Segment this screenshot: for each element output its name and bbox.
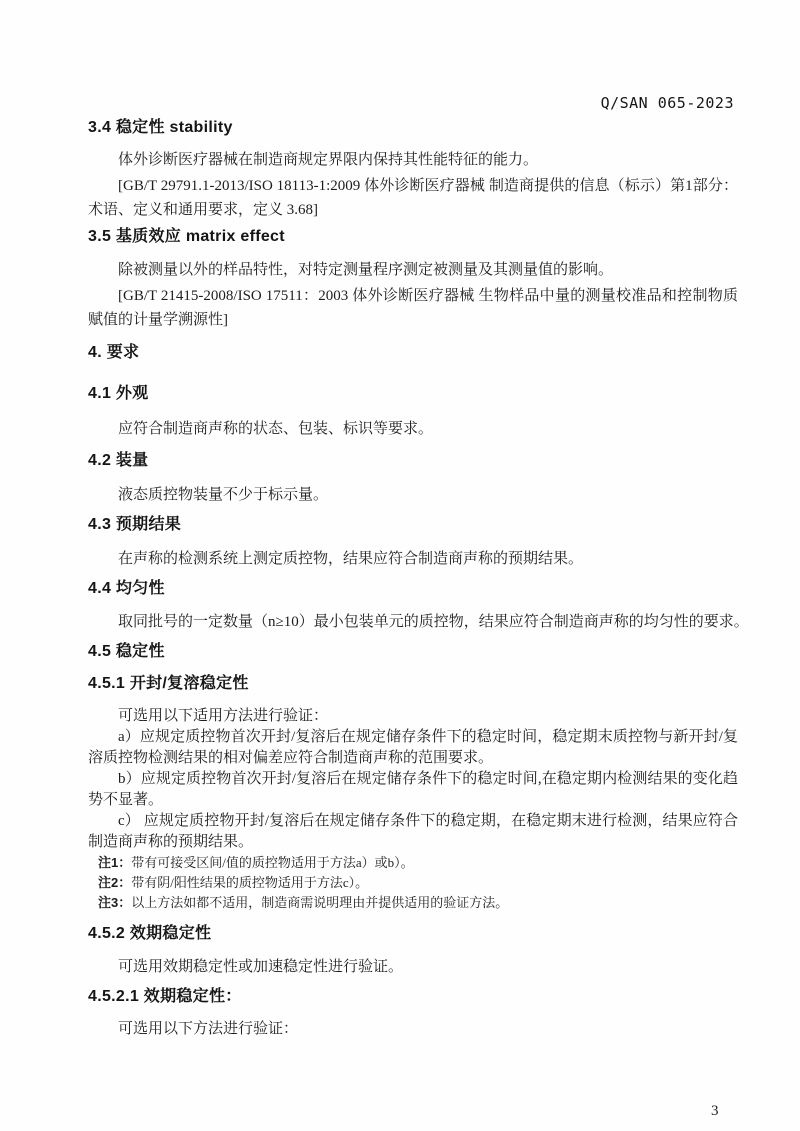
para-stability-definition: 体外诊断医疗器械在制造商规定界限内保持其性能特征的能力。: [118, 152, 539, 168]
para-method-b: b）应规定质控物首次开封/复溶后在规定储存条件下的稳定时间,在稳定期内检测结果的变化趋势不显著。: [88, 771, 738, 808]
para-fill-volume-requirement: 液态质控物装量不少于标示量。: [118, 487, 329, 503]
note-1: [88, 853, 738, 873]
para-method-a: a）应规定质控物首次开封/复溶后在规定储存条件下的稳定时间，稳定期末质控物与新开封/复溶质控物检测结果的相对偏差应符合制造商声称的范围要求。: [88, 729, 738, 766]
heading-4-5-2-shelf-life-stability: 4.5.2 效期稳定性: [88, 925, 212, 942]
note-3-text: 以上方法如都不适用，制造商需说明理由并提供适用的验证方法。: [131, 895, 509, 910]
note-2-label: 注2：: [98, 875, 132, 890]
note-1-label: 注1：: [98, 855, 132, 870]
para-expected-results-requirement: 在声称的检测系统上测定质控物，结果应符合制造商声称的预期结果。: [118, 551, 584, 567]
heading-3-5-matrix-effect: 3.5 基质效应 matrix effect: [88, 228, 285, 245]
page-number: 3: [711, 1103, 719, 1119]
note-1-text: 带有可接受区间/值的质控物适用于方法a）或b）。: [131, 855, 414, 870]
para-appearance-requirement: 应符合制造商声称的状态、包装、标识等要求。: [118, 421, 434, 437]
heading-4-requirements: 4. 要求: [88, 344, 140, 361]
note-2-text: 带有阴/阳性结果的质控物适用于方法c）。: [131, 875, 369, 890]
heading-4-3-expected-results: 4.3 预期结果: [88, 516, 182, 533]
doc-number: Q/SAN 065-2023: [600, 94, 734, 112]
para-gbt-29791-reference: [GB/T 29791.1-2013/ISO 18113-1:2009 体外诊断医疗器械 制造商提供的信息（标示）第1部分：术语、定义和通用要求，定义 3.68]: [88, 178, 738, 218]
heading-4-5-1-open-vial-stability: 4.5.1 开封/复溶稳定性: [88, 675, 249, 692]
para-matrix-effect-definition: 除被测量以外的样品特性，对特定测量程序测定被测量及其测量值的影响。: [118, 262, 614, 278]
para-homogeneity-requirement: 取同批号的一定数量（n≥10）最小包装单元的质控物，结果应符合制造商声称的均匀性的要求。: [118, 614, 749, 630]
heading-4-2-fill-volume: 4.2 装量: [88, 452, 149, 469]
note-2: [88, 873, 738, 893]
heading-4-1-appearance: 4.1 外观: [88, 385, 149, 402]
para-shelf-life-methods-intro: 可选用以下方法进行验证：: [118, 1021, 299, 1037]
page-header: [88, 94, 738, 112]
heading-3-4-stability: 3.4 稳定性 stability: [88, 119, 233, 136]
heading-4-5-stability: 4.5 稳定性: [88, 643, 165, 660]
para-gbt-21415-reference: [GB/T 21415-2008/ISO 17511：2003 体外诊断医疗器械 生物样品中量的测量校准品和控制物质赋值的计量学溯源性]: [88, 288, 738, 328]
note-3: [88, 893, 738, 913]
para-verification-methods-intro: 可选用以下适用方法进行验证：: [118, 708, 329, 724]
note-3-label: 注3：: [98, 895, 132, 910]
heading-4-5-2-1-shelf-life-stability: 4.5.2.1 效期稳定性：: [88, 988, 242, 1005]
para-method-c: c） 应规定质控物开封/复溶后在规定储存条件下的稳定期，在稳定期末进行检测，结果应符合制造商声称的预期结果。: [88, 813, 738, 850]
heading-4-4-homogeneity: 4.4 均匀性: [88, 580, 165, 597]
para-shelf-life-verification: 可选用效期稳定性或加速稳定性进行验证。: [118, 959, 404, 975]
